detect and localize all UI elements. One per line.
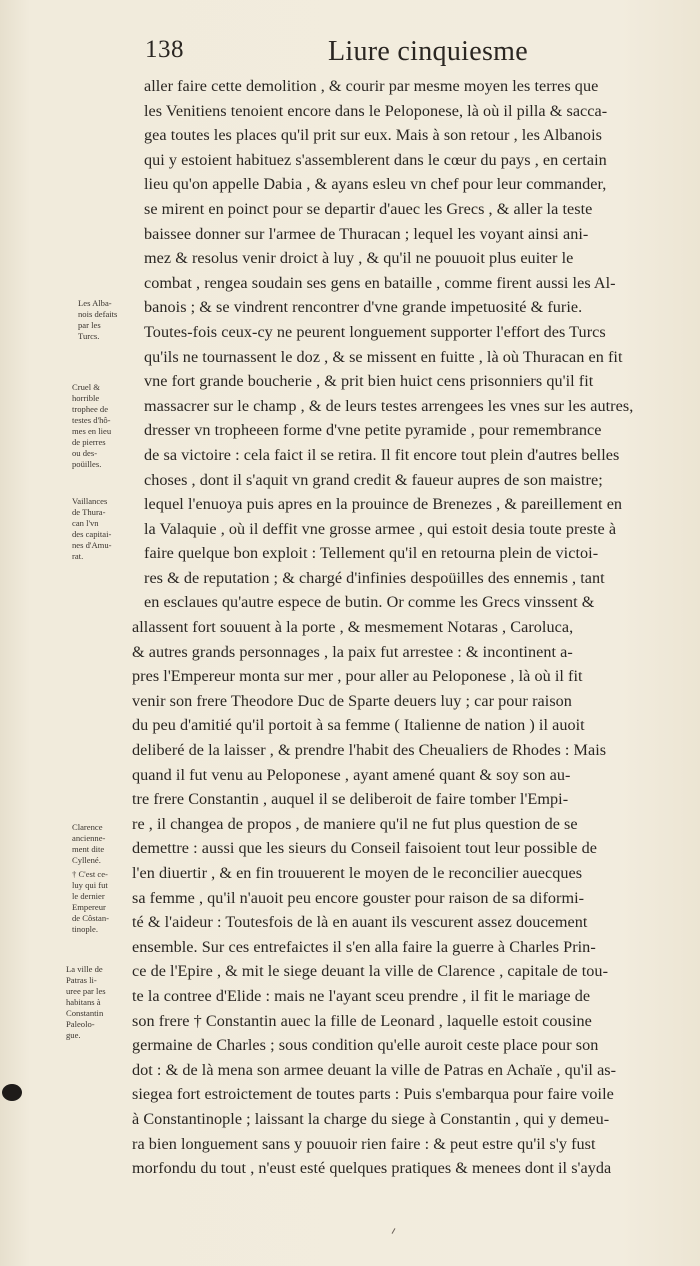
margin-note-line: La ville de [66, 964, 103, 974]
text-line: sa femme , qu'il n'auoit peu encore gouster pour raison de sa diformi- [132, 888, 585, 907]
margin-note-line: trophee de [72, 404, 109, 414]
body-text [132, 74, 680, 1181]
text-line: res & de reputation ; & chargé d'infinies despoüilles des ennemis , tant [144, 568, 605, 587]
margin-note-line: gue. [66, 1030, 81, 1040]
margin-note-line: mes en lieu [72, 426, 112, 436]
text-line: pres l'Empereur monta sur mer , pour aller au Peloponese , là où il fit [132, 667, 583, 686]
text-line: gea toutes les places qu'il prit sur eux. Mais à son retour , les Albanois [144, 126, 602, 145]
text-line: aller faire cette demolition , & courir par mesme moyen les terres que [144, 77, 599, 95]
text-line: siegea fort estroictement de toutes parts : Puis s'embarqua pour faire voile [132, 1085, 614, 1104]
text-line: qu'ils ne tournassent le doz , & se missent en fuitte , là où Thuracan en fit [144, 347, 623, 366]
text-line: venir son frere Theodore Duc de Sparte deuers luy ; car pour raison [132, 691, 572, 710]
margin-note-line: de Thura- [72, 507, 106, 517]
margin-note-line: le dernier [72, 891, 105, 901]
text-line: quand il fut venu au Peloponese , ayant amené quant & soy son au- [132, 765, 571, 784]
margin-note-line: † C'est ce- [72, 869, 108, 879]
text-line: deliberé de la laisser , & prendre l'habit des Cheualiers de Rhodes : Mais [132, 741, 607, 760]
text-line: allassent fort souuent à la porte , & mesmement Notaras , Caroluca, [132, 618, 574, 637]
text-line: combat , rengea soudain ses gens en bataille , comme firent aussi les Al- [144, 273, 616, 292]
margin-note-line: Empereur [72, 902, 106, 912]
text-line: lieu qu'on appelle Dabia , & ayans esleu vn chef pour leur commander, [144, 175, 607, 194]
text-line: te la contree d'Elide : mais ne l'ayant sceu prendre , il fit le mariage de [132, 986, 591, 1005]
text-line: dot : & de là mena son armee deuant la ville de Patras en Achaïe , qu'il as- [132, 1060, 617, 1079]
margin-note-line: Vaillances [72, 496, 108, 506]
margin-note-line: ment dite [72, 844, 105, 854]
margin-note-albanois [78, 298, 148, 342]
margin-note-line: Patras li- [66, 975, 97, 985]
margin-note-line: Turcs. [78, 331, 100, 341]
margin-note-line: rat. [72, 551, 84, 561]
ink-blot [2, 1084, 22, 1101]
text-line: Toutes-fois ceux-cy ne peurent longuement supporter l'effort des Turcs [144, 322, 606, 341]
text-line: mez & resolus venir droict à luy , & qu'il ne pouuoit plus euiter le [144, 249, 574, 268]
text-line: vne fort grande boucherie , & prit bien huict cens prisonniers qu'il fit [144, 372, 594, 391]
text-line: son frere † Constantin auec la fille de Leonard , laquelle estoit cousine [132, 1011, 592, 1030]
text-line: se mirent en poinct pour se departir d'auec les Grecs , & aller la teste [144, 199, 593, 218]
text-line: banois ; & se vindrent rencontrer d'vne grande impetuosité & furie. [144, 298, 583, 317]
text-line: ce de l'Epire , & mit le siege deuant la ville de Clarence , capitale de tou- [132, 962, 609, 981]
text-line: lequel l'enuoya puis apres en la prouince de Brenezes , & pareillement en [144, 495, 623, 514]
margin-note-line: uree par les [66, 986, 106, 996]
text-line: la Valaquie , où il deffit vne grosse armee , qui estoit desia toute preste à [144, 519, 617, 538]
margin-note-line: des capitai- [72, 529, 112, 539]
page-header [145, 36, 535, 70]
text-line: re , il changea de propos , de maniere qu'il ne fut plus question de se [132, 814, 578, 833]
page-number: 138 [145, 36, 184, 63]
margin-note-line: poüilles. [72, 459, 102, 469]
margin-note-line: habitans à [66, 997, 101, 1007]
margin-note-line: par les [78, 320, 101, 330]
running-title: Liure cinquiesme [328, 36, 528, 67]
text-line: les Venitiens tenoient encore dans le Peloponese, là où il pilla & sacca- [144, 101, 608, 120]
margin-note-vaillances [72, 496, 142, 562]
margin-note-line: Les Alba- [78, 298, 112, 308]
text-line: ensemble. Sur ces entrefaictes il s'en alla faire la guerre à Charles Prin- [132, 937, 596, 956]
text-line: l'en diuertir , & en fin trouuerent le moyen de le reconcilier auecques [132, 864, 583, 882]
text-line: choses , dont il s'aquit vn grand credit & faueur aupres de son maistre; [144, 470, 603, 489]
margin-note-line: Constantin [66, 1008, 104, 1018]
margin-note-line: ancienne- [72, 833, 106, 843]
margin-note-line: tinople. [72, 924, 99, 934]
text-line: demettre : aussi que les sieurs du Conseil faisoient tout leur possible de [132, 839, 597, 858]
margin-note-line: de Côstan- [72, 913, 109, 923]
margin-note-line: ou des- [72, 448, 98, 458]
text-line: dresser vn tropheeen forme d'vne petite pyramide , pour remembrance [144, 421, 602, 440]
text-line: ra bien longuement sans y pouuoir rien faire : & peut estre qu'il s'y fust [132, 1134, 596, 1153]
margin-note-line: can l'vn [72, 518, 99, 528]
margin-note-line: horrible [72, 393, 100, 403]
margin-note-patras [66, 964, 136, 1041]
text-line: té & l'aideur : Toutesfois de là en auant ils vescurent assez doucement [132, 913, 588, 932]
margin-note-line: luy qui fut [72, 880, 108, 890]
text-line: à Constantinople ; laissant la charge du siege à Constantin , qui y demeu- [132, 1109, 610, 1128]
text-line: morfondu du tout , n'eust esté quelques pratiques & menees dont il s'ayda [132, 1159, 612, 1178]
margin-note-line: Cyllené. [72, 855, 101, 865]
margin-note-line: nois defaits [78, 309, 118, 319]
margin-note-line: Paleolo- [66, 1019, 95, 1029]
text-line: massacrer sur le champ , & de leurs testes arrengees les vnes sur les autres, [144, 396, 634, 415]
text-line: germaine de Charles ; sous condition qu'elle auroit ceste place pour son [132, 1036, 599, 1055]
text-line: tre frere Constantin , auquel il se deliberoit de faire tomber l'Empi- [132, 790, 569, 809]
margin-note-line: nes d'Amu- [72, 540, 112, 550]
text-line: baissee donner sur l'armee de Thuracan ; lequel les voyant ainsi ani- [144, 224, 589, 243]
paper-mark [392, 1228, 396, 1234]
margin-note-line: Clarence [72, 822, 103, 832]
text-line: faire quelque bon exploit : Tellement qu'il en retourna plein de victoi- [144, 544, 599, 563]
text-line: de sa victoire : cela faict il se retira. Il fit encore tout plein d'autres belles [144, 445, 620, 464]
margin-note-line: testes d'hô- [72, 415, 111, 425]
text-line: du peu d'amitié qu'il portoit à sa femme ( Italienne de nation ) il auoit [132, 716, 585, 735]
text-line: & autres grands personnages , la paix fut arrestee : & incontinent a- [132, 642, 573, 661]
text-line: qui y estoient habituez s'assemblerent dans le cœur du pays , en certain [144, 150, 607, 169]
text-line: en esclaues qu'autre espece de butin. Or comme les Grecs vinssent & [144, 593, 595, 612]
margin-note-clarence [72, 822, 142, 866]
margin-note-line: Cruel & [72, 382, 100, 392]
margin-note-constantin [72, 869, 142, 935]
margin-note-trophee [72, 382, 142, 470]
margin-note-line: de pierres [72, 437, 106, 447]
